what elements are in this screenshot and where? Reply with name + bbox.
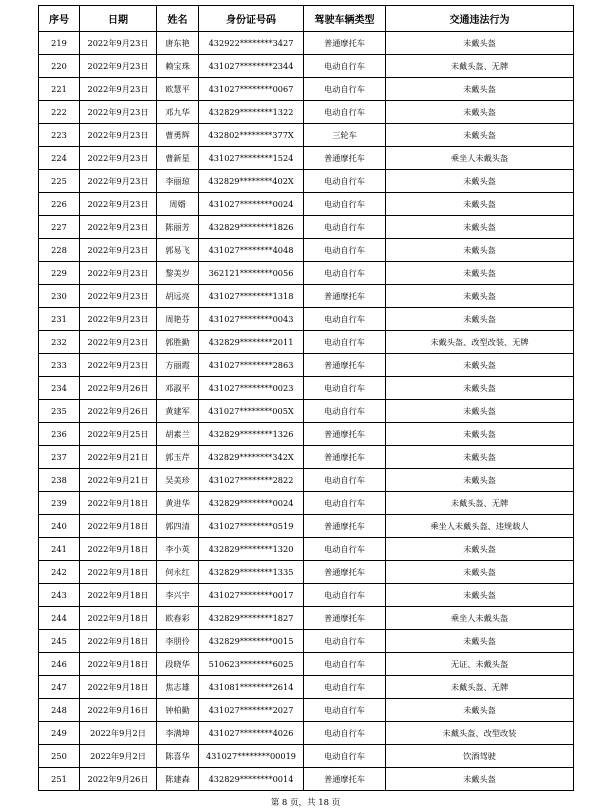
cell-name: 周艳芬 <box>157 308 199 331</box>
cell-violation: 未戴头盔 <box>386 446 574 469</box>
cell-id-number: 431027********2863 <box>199 354 304 377</box>
header-id-number: 身份证号码 <box>199 6 304 32</box>
cell-serial-number: 227 <box>39 216 80 239</box>
cell-name: 黎美岁 <box>157 262 199 285</box>
cell-date: 2022年9月18日 <box>80 607 157 630</box>
cell-id-number: 432829********1322 <box>199 101 304 124</box>
cell-serial-number: 238 <box>39 469 80 492</box>
table-row <box>39 147 574 170</box>
cell-violation: 未戴头盔 <box>386 354 574 377</box>
cell-serial-number: 236 <box>39 423 80 446</box>
table-row <box>39 768 574 791</box>
cell-name: 欧慧平 <box>157 78 199 101</box>
cell-serial-number: 248 <box>39 699 80 722</box>
cell-id-number: 431027********0023 <box>199 377 304 400</box>
cell-vehicle-type: 电动自行车 <box>304 538 386 561</box>
table-row <box>39 32 574 55</box>
cell-violation: 未戴头盔、无牌 <box>386 55 574 78</box>
cell-vehicle-type: 普通摩托车 <box>304 354 386 377</box>
cell-vehicle-type: 普通摩托车 <box>304 768 386 791</box>
cell-date: 2022年9月23日 <box>80 239 157 262</box>
cell-date: 2022年9月26日 <box>80 400 157 423</box>
cell-id-number: 431027********4048 <box>199 239 304 262</box>
cell-vehicle-type: 电动自行车 <box>304 331 386 354</box>
cell-name: 李朋伶 <box>157 630 199 653</box>
cell-violation: 未戴头盔 <box>386 768 574 791</box>
cell-date: 2022年9月18日 <box>80 653 157 676</box>
table-row <box>39 515 574 538</box>
cell-name: 何永红 <box>157 561 199 584</box>
cell-violation: 未戴头盔、无牌 <box>386 492 574 515</box>
cell-serial-number: 228 <box>39 239 80 262</box>
header-serial-number: 序号 <box>39 6 80 32</box>
cell-serial-number: 244 <box>39 607 80 630</box>
cell-name: 邓九华 <box>157 101 199 124</box>
table-row <box>39 354 574 377</box>
cell-violation: 未戴头盔 <box>386 32 574 55</box>
violation-records-table <box>38 5 574 791</box>
cell-violation: 未戴头盔 <box>386 584 574 607</box>
table-row <box>39 55 574 78</box>
cell-date: 2022年9月18日 <box>80 515 157 538</box>
cell-vehicle-type: 电动自行车 <box>304 193 386 216</box>
cell-date: 2022年9月23日 <box>80 193 157 216</box>
cell-id-number: 432829********1827 <box>199 607 304 630</box>
cell-serial-number: 251 <box>39 768 80 791</box>
cell-id-number: 432922********3427 <box>199 32 304 55</box>
cell-violation: 未戴头盔 <box>386 101 574 124</box>
cell-vehicle-type: 普通摩托车 <box>304 147 386 170</box>
cell-vehicle-type: 电动自行车 <box>304 262 386 285</box>
cell-date: 2022年9月16日 <box>80 699 157 722</box>
cell-serial-number: 221 <box>39 78 80 101</box>
cell-date: 2022年9月18日 <box>80 561 157 584</box>
cell-date: 2022年9月23日 <box>80 55 157 78</box>
cell-vehicle-type: 电动自行车 <box>304 653 386 676</box>
cell-serial-number: 246 <box>39 653 80 676</box>
cell-serial-number: 234 <box>39 377 80 400</box>
cell-name: 胡素兰 <box>157 423 199 446</box>
table-row <box>39 308 574 331</box>
table-row <box>39 193 574 216</box>
cell-serial-number: 229 <box>39 262 80 285</box>
cell-id-number: 431027********00019 <box>199 745 304 768</box>
table-row <box>39 78 574 101</box>
cell-id-number: 431027********2027 <box>199 699 304 722</box>
cell-date: 2022年9月23日 <box>80 354 157 377</box>
cell-violation: 未戴头盔 <box>386 78 574 101</box>
cell-id-number: 432829********1320 <box>199 538 304 561</box>
cell-violation: 无证、未戴头盔 <box>386 653 574 676</box>
cell-serial-number: 224 <box>39 147 80 170</box>
cell-violation: 乘坐人未戴头盔 <box>386 607 574 630</box>
cell-date: 2022年9月23日 <box>80 147 157 170</box>
cell-date: 2022年9月23日 <box>80 308 157 331</box>
cell-id-number: 431027********4026 <box>199 722 304 745</box>
cell-id-number: 431027********2344 <box>199 55 304 78</box>
table-row <box>39 492 574 515</box>
table-row <box>39 745 574 768</box>
cell-name: 赖宝珠 <box>157 55 199 78</box>
cell-name: 黄进华 <box>157 492 199 515</box>
cell-vehicle-type: 电动自行车 <box>304 78 386 101</box>
table-row <box>39 699 574 722</box>
cell-vehicle-type: 电动自行车 <box>304 722 386 745</box>
cell-date: 2022年9月18日 <box>80 630 157 653</box>
cell-serial-number: 241 <box>39 538 80 561</box>
cell-violation: 未戴头盔 <box>386 170 574 193</box>
cell-id-number: 431027********1524 <box>199 147 304 170</box>
cell-name: 李小英 <box>157 538 199 561</box>
cell-name: 郭四清 <box>157 515 199 538</box>
cell-name: 唐东艳 <box>157 32 199 55</box>
cell-violation: 未戴头盔 <box>386 561 574 584</box>
table-row <box>39 400 574 423</box>
table-row <box>39 331 574 354</box>
cell-id-number: 432829********1326 <box>199 423 304 446</box>
cell-name: 焦志雄 <box>157 676 199 699</box>
cell-date: 2022年9月23日 <box>80 262 157 285</box>
table-row <box>39 239 574 262</box>
cell-violation: 未戴头盔、改型改装 <box>386 722 574 745</box>
cell-violation: 未戴头盔、无牌 <box>386 676 574 699</box>
cell-date: 2022年9月18日 <box>80 538 157 561</box>
table-row <box>39 676 574 699</box>
cell-id-number: 431027********2822 <box>199 469 304 492</box>
table-row <box>39 607 574 630</box>
cell-serial-number: 235 <box>39 400 80 423</box>
cell-date: 2022年9月25日 <box>80 423 157 446</box>
cell-serial-number: 223 <box>39 124 80 147</box>
cell-name: 郭玉芹 <box>157 446 199 469</box>
cell-serial-number: 233 <box>39 354 80 377</box>
cell-violation: 未戴头盔 <box>386 216 574 239</box>
cell-id-number: 431027********005X <box>199 400 304 423</box>
cell-vehicle-type: 电动自行车 <box>304 216 386 239</box>
cell-name: 邓淑平 <box>157 377 199 400</box>
table-row <box>39 377 574 400</box>
cell-date: 2022年9月23日 <box>80 101 157 124</box>
cell-violation: 未戴头盔 <box>386 239 574 262</box>
cell-vehicle-type: 普通摩托车 <box>304 607 386 630</box>
cell-serial-number: 240 <box>39 515 80 538</box>
cell-name: 欧春彩 <box>157 607 199 630</box>
cell-violation: 未戴头盔 <box>386 423 574 446</box>
cell-vehicle-type: 电动自行车 <box>304 699 386 722</box>
cell-vehicle-type: 三轮车 <box>304 124 386 147</box>
cell-id-number: 431027********0067 <box>199 78 304 101</box>
cell-name: 郭易飞 <box>157 239 199 262</box>
cell-id-number: 431027********1318 <box>199 285 304 308</box>
cell-violation: 未戴头盔 <box>386 124 574 147</box>
table-row <box>39 124 574 147</box>
cell-violation: 饮酒驾驶 <box>386 745 574 768</box>
cell-id-number: 432829********0015 <box>199 630 304 653</box>
cell-vehicle-type: 电动自行车 <box>304 676 386 699</box>
cell-id-number: 431027********0043 <box>199 308 304 331</box>
cell-vehicle-type: 电动自行车 <box>304 492 386 515</box>
header-date: 日期 <box>80 6 157 32</box>
cell-serial-number: 226 <box>39 193 80 216</box>
cell-date: 2022年9月23日 <box>80 32 157 55</box>
table-row <box>39 584 574 607</box>
cell-vehicle-type: 电动自行车 <box>304 239 386 262</box>
cell-id-number: 431027********0519 <box>199 515 304 538</box>
header-vehicle-type: 驾驶车辆类型 <box>304 6 386 32</box>
cell-date: 2022年9月2日 <box>80 722 157 745</box>
cell-name: 曹勇辉 <box>157 124 199 147</box>
cell-name: 曹新星 <box>157 147 199 170</box>
cell-violation: 乘坐人未戴头盔 <box>386 147 574 170</box>
header-name: 姓名 <box>157 6 199 32</box>
cell-id-number: 432829********1826 <box>199 216 304 239</box>
cell-date: 2022年9月21日 <box>80 446 157 469</box>
table-header-row <box>39 6 574 32</box>
cell-serial-number: 243 <box>39 584 80 607</box>
cell-vehicle-type: 电动自行车 <box>304 308 386 331</box>
cell-serial-number: 230 <box>39 285 80 308</box>
cell-name: 李丽琼 <box>157 170 199 193</box>
cell-vehicle-type: 电动自行车 <box>304 101 386 124</box>
cell-date: 2022年9月23日 <box>80 78 157 101</box>
table-row <box>39 170 574 193</box>
cell-violation: 未戴头盔 <box>386 400 574 423</box>
cell-name: 钟柏勤 <box>157 699 199 722</box>
cell-name: 陈喜华 <box>157 745 199 768</box>
table-row <box>39 446 574 469</box>
cell-id-number: 432802********377X <box>199 124 304 147</box>
table-row <box>39 722 574 745</box>
cell-id-number: 362121********0056 <box>199 262 304 285</box>
table-row <box>39 469 574 492</box>
cell-date: 2022年9月23日 <box>80 170 157 193</box>
table-row <box>39 101 574 124</box>
cell-date: 2022年9月18日 <box>80 492 157 515</box>
cell-name: 陈丽芳 <box>157 216 199 239</box>
cell-name: 黄建军 <box>157 400 199 423</box>
cell-vehicle-type: 电动自行车 <box>304 584 386 607</box>
cell-name: 吴美珍 <box>157 469 199 492</box>
cell-serial-number: 250 <box>39 745 80 768</box>
cell-id-number: 432829********0014 <box>199 768 304 791</box>
cell-date: 2022年9月21日 <box>80 469 157 492</box>
cell-vehicle-type: 电动自行车 <box>304 745 386 768</box>
cell-name: 胡远亮 <box>157 285 199 308</box>
cell-violation: 未戴头盔 <box>386 262 574 285</box>
cell-serial-number: 219 <box>39 32 80 55</box>
cell-id-number: 432829********2011 <box>199 331 304 354</box>
table-row <box>39 561 574 584</box>
header-violation: 交通违法行为 <box>386 6 574 32</box>
cell-name: 方丽霞 <box>157 354 199 377</box>
cell-name: 段晓华 <box>157 653 199 676</box>
cell-violation: 未戴头盔 <box>386 193 574 216</box>
cell-serial-number: 245 <box>39 630 80 653</box>
cell-name: 李兴宇 <box>157 584 199 607</box>
cell-id-number: 432829********0024 <box>199 492 304 515</box>
table-row <box>39 262 574 285</box>
cell-serial-number: 242 <box>39 561 80 584</box>
cell-date: 2022年9月2日 <box>80 745 157 768</box>
table-row <box>39 285 574 308</box>
cell-name: 李满坤 <box>157 722 199 745</box>
cell-violation: 未戴头盔 <box>386 377 574 400</box>
cell-vehicle-type: 电动自行车 <box>304 400 386 423</box>
page-footer: 第 8 页，共 18 页 <box>270 798 341 808</box>
cell-id-number: 432829********342X <box>199 446 304 469</box>
cell-date: 2022年9月18日 <box>80 584 157 607</box>
cell-date: 2022年9月26日 <box>80 377 157 400</box>
cell-serial-number: 247 <box>39 676 80 699</box>
cell-vehicle-type: 电动自行车 <box>304 170 386 193</box>
cell-serial-number: 222 <box>39 101 80 124</box>
cell-date: 2022年9月26日 <box>80 768 157 791</box>
table-row <box>39 653 574 676</box>
cell-id-number: 432829********402X <box>199 170 304 193</box>
cell-date: 2022年9月23日 <box>80 285 157 308</box>
cell-violation: 未戴头盔 <box>386 285 574 308</box>
table-row <box>39 630 574 653</box>
cell-vehicle-type: 普通摩托车 <box>304 561 386 584</box>
cell-date: 2022年9月23日 <box>80 216 157 239</box>
cell-violation: 未戴头盔 <box>386 308 574 331</box>
table-body <box>39 32 574 791</box>
cell-id-number: 431027********0017 <box>199 584 304 607</box>
cell-date: 2022年9月18日 <box>80 676 157 699</box>
cell-serial-number: 231 <box>39 308 80 331</box>
cell-name: 周婿 <box>157 193 199 216</box>
cell-vehicle-type: 电动自行车 <box>304 630 386 653</box>
cell-violation: 未戴头盔 <box>386 538 574 561</box>
cell-id-number: 431081********2614 <box>199 676 304 699</box>
table-row <box>39 216 574 239</box>
cell-serial-number: 239 <box>39 492 80 515</box>
cell-vehicle-type: 普通摩托车 <box>304 446 386 469</box>
cell-vehicle-type: 电动自行车 <box>304 55 386 78</box>
cell-serial-number: 220 <box>39 55 80 78</box>
cell-violation: 未戴头盔 <box>386 630 574 653</box>
table-row <box>39 538 574 561</box>
cell-name: 陈建森 <box>157 768 199 791</box>
cell-violation: 乘坐人未戴头盔、违规载人 <box>386 515 574 538</box>
cell-vehicle-type: 普通摩托车 <box>304 32 386 55</box>
cell-violation: 未戴头盔 <box>386 699 574 722</box>
cell-serial-number: 232 <box>39 331 80 354</box>
cell-name: 郭胜勤 <box>157 331 199 354</box>
cell-date: 2022年9月23日 <box>80 124 157 147</box>
cell-vehicle-type: 普通摩托车 <box>304 515 386 538</box>
cell-serial-number: 249 <box>39 722 80 745</box>
cell-vehicle-type: 普通摩托车 <box>304 285 386 308</box>
cell-vehicle-type: 电动自行车 <box>304 377 386 400</box>
cell-vehicle-type: 普通摩托车 <box>304 423 386 446</box>
table-row <box>39 423 574 446</box>
cell-vehicle-type: 电动自行车 <box>304 469 386 492</box>
cell-serial-number: 225 <box>39 170 80 193</box>
cell-id-number: 510623********6025 <box>199 653 304 676</box>
cell-violation: 未戴头盔、改型改装、无牌 <box>386 331 574 354</box>
cell-id-number: 432829********1335 <box>199 561 304 584</box>
cell-serial-number: 237 <box>39 446 80 469</box>
cell-id-number: 431027********0024 <box>199 193 304 216</box>
cell-violation: 未戴头盔 <box>386 469 574 492</box>
cell-date: 2022年9月23日 <box>80 331 157 354</box>
